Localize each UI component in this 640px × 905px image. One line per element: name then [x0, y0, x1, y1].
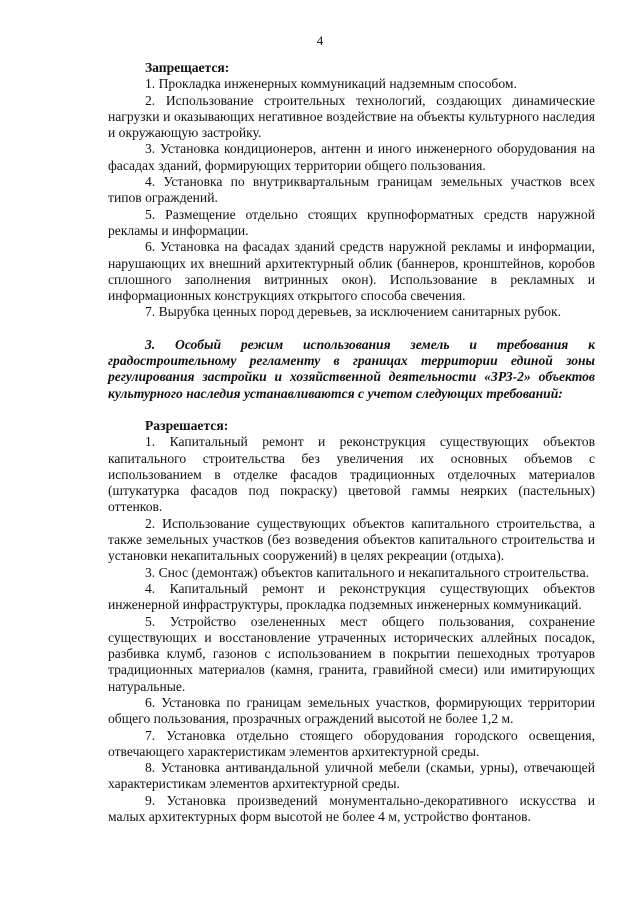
prohibited-item-5: 5. Размещение отдельно стоящих крупноформатных средств наружной рекламы и информации.	[108, 206, 595, 238]
page-number: 4	[316, 33, 324, 48]
allowed-item-6: 6. Установка по границам земельных участков, формирующих территории общего пользования, прозрачных ограждений высотой не более 1,2 м.	[108, 694, 595, 727]
allowed-item-2: 2. Использование существующих объектов капитального строительства, а также земельных участков (без возведения объектов капитального строительства и установки некапитальных сооружений) в целях рекреации (отдыха).	[108, 515, 595, 564]
allowed-item-4: 4. Капитальный ремонт и реконструкция существующих объектов инженерной инфраструктуры, прокладка подземных инженерных коммуникаций.	[108, 580, 595, 613]
prohibited-heading: Запрещается:	[145, 60, 230, 75]
allowed-item-7: 7. Установка отдельно стоящего оборудования городского освещения, отвечающего характеристикам элементов архитектурной среды.	[108, 727, 595, 759]
section-title: 3. Особый режим использования земель и требования к градостроительному регламенту в границах территории единой зоны регулирования застройки и хозяйственной деятельности «ЗРЗ-2» объектов культурного наследия устанавливаются с учетом следующих требований:	[108, 336, 595, 401]
allowed-item-1: 1. Капитальный ремонт и реконструкция существующих объектов капитального строительства без увеличения их основных объемов с использованием в отделке фасадов традиционных отделочных материалов (штукатурка фасадов под покраску) цветовой гаммы неярких (пастельных) оттенков.	[108, 434, 595, 515]
allowed-item-5: 5. Устройство озелененных мест общего пользования, сохранение существующих и восстановление утраченных исторических аллейных посадок, разбивка клумб, газонов с использованием в покрытии пешеходных тротуаров традиционных материалов (камня, гранита, гравийной смеси) или имитирующих натуральные.	[108, 613, 595, 694]
prohibited-item-7: 7. Вырубка ценных пород деревьев, за исключением санитарных рубок.	[145, 304, 562, 320]
prohibited-item-4: 4. Установка по внутриквартальным границам земельных участков всех типов ограждений.	[108, 174, 595, 206]
allowed-heading: Разрешается:	[145, 417, 229, 433]
allowed-item-8: 8. Установка антивандальной уличной мебели (скамьи, урны), отвечающей характеристикам элементов архитектурной среды.	[108, 760, 595, 792]
prohibited-item-3: 3. Установка кондиционеров, антенн и иного инженерного оборудования на фасадах зданий, формирующих территории общего пользования.	[108, 141, 595, 173]
allowed-item-9: 9. Установка произведений монументально-декоративного искусства и малых архитектурных форм высотой не более 4 м, устройство фонтанов.	[108, 792, 595, 825]
document-body	[108, 60, 595, 825]
prohibited-item-6: 6. Установка на фасадах зданий средств наружной рекламы и информации, нарушающих их внешний архитектурный облик (баннеров, кронштейнов, коробов сплошного заполнения витринных окон). Использование в рекламных и информационных конструкциях открытого способа свечения.	[108, 239, 595, 304]
prohibited-item-1: 1. Прокладка инженерных коммуникаций надземным способом.	[145, 76, 517, 92]
prohibited-item-2: 2. Использование строительных технологий, создающих динамические нагрузки и оказывающих негативное воздействие на объекты культурного наследия и окружающую застройку.	[108, 92, 595, 141]
allowed-item-3: 3. Снос (демонтаж) объектов капитального и некапитального строительства.	[145, 564, 590, 580]
